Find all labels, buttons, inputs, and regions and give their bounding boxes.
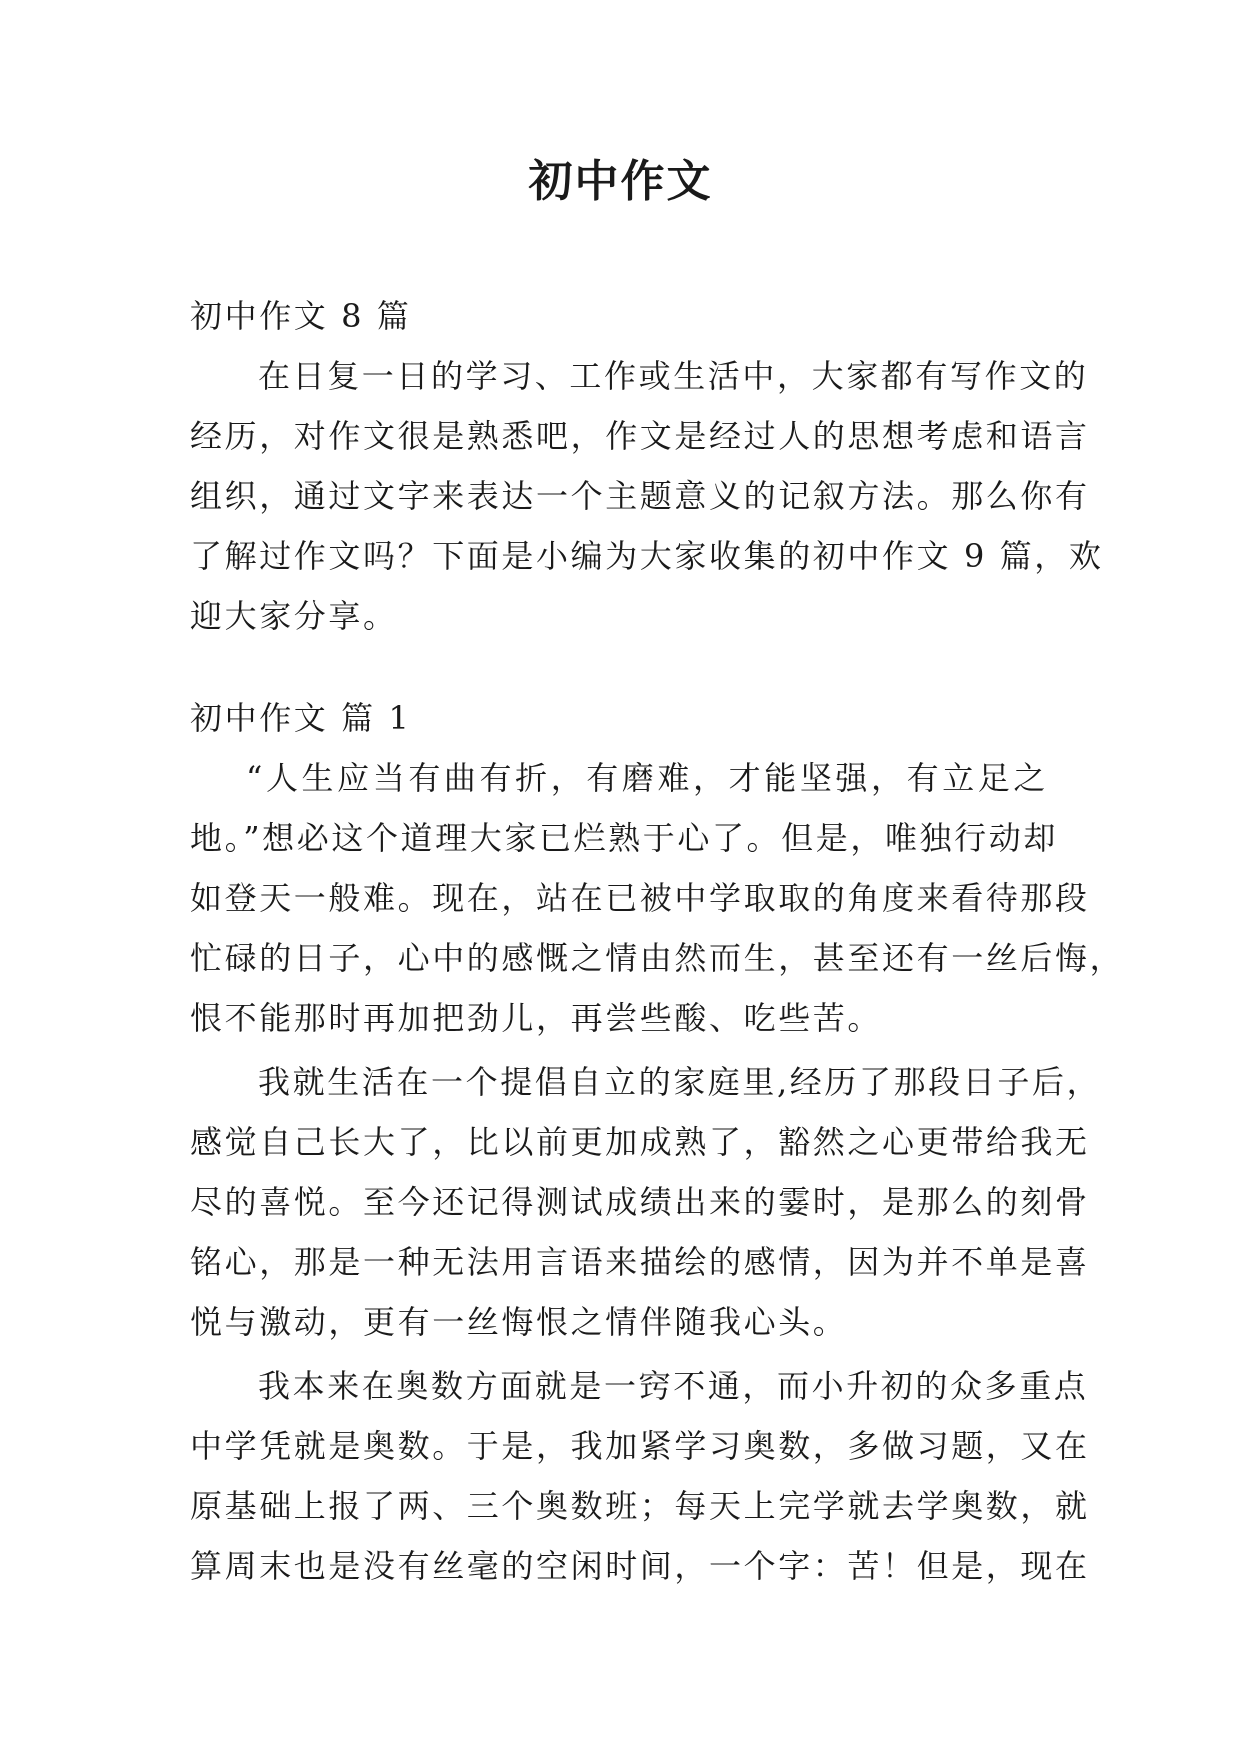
intro-line: 了解过作文吗？下面是小编为大家收集的初中作文 9 篇，欢 — [190, 537, 1104, 575]
paragraph-line: 我本来在奥数方面就是一窍不通，而小升初的众多重点 — [258, 1367, 1089, 1405]
document-body — [190, 286, 1125, 1596]
paragraph-line: 我就生活在一个提倡自立的家庭里,经历了那段日子后， — [258, 1063, 1102, 1101]
intro-line: 经历，对作文很是熟悉吧，作文是经过人的思想考虑和语言 — [190, 417, 1090, 455]
paragraph-line: 忙碌的日子，心中的感慨之情由然而生，甚至还有一丝后悔， — [190, 939, 1125, 977]
paragraph-line: 地。”想必这个道理大家已烂熟于心了。但是，唯独行动却 — [190, 819, 1058, 857]
section-paragraph — [190, 748, 1125, 1048]
intro-line: 迎大家分享。 — [190, 597, 398, 635]
section-paragraph — [190, 1052, 1102, 1352]
section-spacer — [190, 646, 1048, 688]
paragraph-line: 感觉自己长大了，比以前更加成熟了，豁然之心更带给我无 — [190, 1123, 1090, 1161]
paragraph-line: 悦与激动，更有一丝悔恨之情伴随我心头。 — [190, 1303, 848, 1341]
document-title: 初中作文 — [528, 156, 713, 207]
intro-line: 组织，通过文字来表达一个主题意义的记叙方法。那么你有 — [190, 477, 1090, 515]
paragraph-line: 恨不能那时再加把劲儿，再尝些酸、吃些苦。 — [190, 999, 883, 1037]
paragraph-line: “人生应当有曲有折，有磨难，才能坚强，有立足之 — [246, 759, 1048, 797]
paragraph-line: 中学凭就是奥数。于是，我加紧学习奥数，多做习题，又在 — [190, 1427, 1090, 1465]
collection-heading: 初中作文 8 篇 — [190, 297, 412, 335]
paragraph-line: 如登天一般难。现在，站在已被中学取取的角度来看待那段 — [190, 879, 1090, 917]
section-paragraph — [190, 1356, 1090, 1596]
section-heading: 初中作文 篇 1 — [190, 699, 412, 737]
intro-line: 在日复一日的学习、工作或生活中，大家都有写作文的 — [258, 357, 1089, 395]
paragraph-line: 原基础上报了两、三个奥数班；每天上完学就去学奥数，就 — [190, 1487, 1090, 1525]
paragraph-line: 尽的喜悦。至今还记得测试成绩出来的霎时，是那么的刻骨 — [190, 1183, 1090, 1221]
intro-paragraph — [190, 346, 1104, 646]
paragraph-line: 铭心，那是一种无法用言语来描绘的感情，因为并不单是喜 — [190, 1243, 1090, 1281]
paragraph-line: 算周末也是没有丝毫的空闲时间，一个字：苦！但是，现在 — [190, 1547, 1090, 1585]
